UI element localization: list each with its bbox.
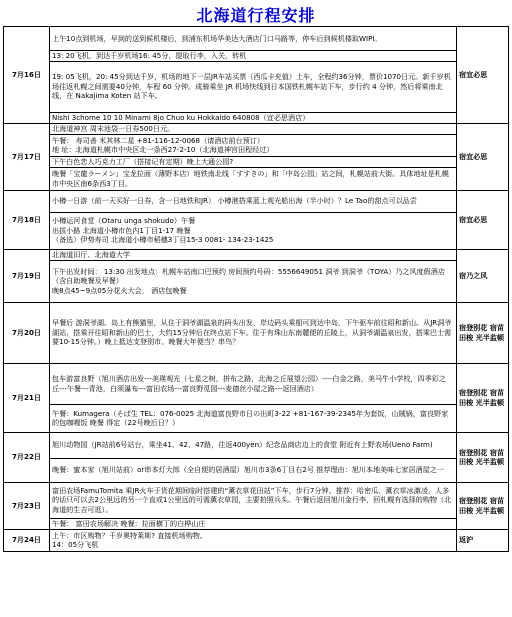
day-hotel: 宿登别花 宿苗田梭 光半监顿 [457, 482, 509, 529]
table-row [4, 518, 509, 529]
itinerary-segment [50, 260, 457, 302]
day-date: 7月19日 [4, 249, 50, 302]
day-hotel: 宿登别花 宿苗田梭 光半监顿 [457, 302, 509, 363]
segment-text: 早餐后 游洞爷湖。岛上有熊猫里，从住于洞爷湖温泉的码头出发，岸边码头乘船可到达中岛，下午驱车前往昭和新山。从JR洞爷湖站，搭乘开往昭和新山的巴士，大约15分钟后在终点站下车。住于有珠山东南麓便的丘陵上，从洞爷湖温泉出发，搭乘巴士需要10-15分钟。）晚上抵达支登别市。晚餐大年便当？串鸟？ [52, 318, 452, 347]
day-hotel: 宿宜必思 [457, 27, 509, 124]
itinerary-segment [50, 134, 457, 156]
table-row [4, 432, 509, 458]
itinerary-segment [50, 302, 457, 363]
itinerary-segment [50, 482, 457, 518]
segment-text: 午餐： 富田农场解决 晚餐：拉面横丁的白桦山庄 [52, 518, 206, 528]
table-row [4, 529, 509, 551]
page-title: 北海道行程安排 [196, 6, 316, 25]
itinerary-segment [50, 123, 457, 134]
segment-text: 晚餐「宝龍ラーメン」宝龙拉面（薄野本店）地铁南北线「すすきの」和「中岛公园」站之间，札幌站前大街。具体地址是札幌市中央区南6条西3丁目。 [52, 169, 449, 188]
segment-text: 19: 05飞机，20: 45分到达千岁，机场的地下一层JR车站买票（西瓜卡充值）上车，全程约36分钟，票价1070日元。新千岁机场往返札幌之间需要40分钟，车程 60 分钟。成骑乘坐 JR 机场快线到日本国铁札幌车站下车，步行约 4 分钟，然后将乘南北线，在 Nakajima Koten 站下车。 [52, 72, 451, 101]
itinerary-segment [50, 190, 457, 212]
table-row [4, 302, 509, 363]
day-hotel: 宿宜必思 [457, 190, 509, 249]
day-hotel: 返沪 [457, 529, 509, 551]
segment-text: 旭川动物园（JR站前6号站台，乘坐41、42、47路，往返400yen）纪念品商店边上的食堂 附近有上野农场(Ueno Farm) [52, 440, 433, 450]
itinerary-segment [50, 432, 457, 458]
segment-text: 下午白色恋人巧克力工厂（搭接记有定期）晚上大通公园? [52, 156, 234, 166]
table-row [4, 482, 509, 518]
day-date: 7月23日 [4, 482, 50, 529]
table-row [4, 260, 509, 302]
itinerary-segment [50, 404, 457, 432]
segment-text: 北海道神宫 周末池袋一日券500日元。 [52, 123, 175, 133]
table-row [4, 51, 509, 62]
segment-text: 下午出发时间： 13:30 出发地点：札幌车站南口巴预约 房间预约号码：5556649051 洞爷 到洞爷（TOYA）乃之风度假酒店（含自助晚餐及早餐） 晚8点45~9点05分花火大会， 酒店包晚餐 [52, 266, 445, 295]
segment-text: 晚餐：蜜本家（旭川站前）or串本灯大郎（全自便的居酒屋）旭川市3条6丁目右2号 推荐理由：旭川本地美味七家居酒屋之一 [52, 465, 444, 475]
itinerary-segment [50, 363, 457, 404]
day-hotel: 宿乃之风 [457, 249, 509, 302]
table-row [4, 112, 509, 123]
segment-text: 13: 20飞机，到达千岁机场16: 45分，提取行李，入关，转机 [52, 51, 247, 60]
segment-text: 午餐： 寿司善 米其林二星 +81-116-12-0068（请酒店前台预订） 地 址：北海道札幌市中央区北一条西27-2-10（北海道神宫田程经过） [52, 135, 274, 155]
itinerary-segment [50, 212, 457, 249]
day-date: 7月18日 [4, 190, 50, 249]
table-row [4, 61, 509, 112]
table-row [4, 123, 509, 134]
day-hotel: 宿宜必思 [457, 123, 509, 190]
itinerary-segment [50, 458, 457, 482]
segment-text: 小樽运河食堂（Otaru unga shokudo）午餐 出拔小路 北海道小樽市色内1丁目1-17 晚餐 （备选）伊势寿司 北海道小樽市稻穗3丁目15-3 0081- 134-23-1425 [52, 216, 274, 245]
segment-text: 午餐：Kumagera（そば生 TEL：076-0025 北海道富良野市日の出町3-22 +81-167-39-2345年为套饭，山賊锅，富良野家的包咖喱饭 晚餐 得定（22号晚后日？） [52, 408, 449, 428]
itinerary-segment [50, 249, 457, 260]
day-hotel: 宿登别花 宿苗田梭 光半监顿 [457, 363, 509, 432]
day-hotel: 宿登别花 宿苗田梭 光半监顿 [457, 432, 509, 482]
segment-text: 北海道旧厅、北海道大学 [52, 249, 131, 259]
table-row [4, 249, 509, 260]
table-row [4, 167, 509, 190]
table-row [4, 404, 509, 432]
segment-text: Nishi 3chome 10 10 Minami 8jo Chuo ku Hokkaido 640808（宜必思酒店） [52, 112, 310, 122]
table-row [4, 134, 509, 156]
day-date: 7月17日 [4, 123, 50, 190]
itinerary-segment [50, 27, 457, 51]
itinerary-segment [50, 518, 457, 529]
table-row [4, 156, 509, 167]
itinerary-segment [50, 529, 457, 551]
day-date: 7月21日 [4, 363, 50, 432]
day-date: 7月20日 [4, 302, 50, 363]
table-row [4, 27, 509, 51]
itinerary-table [3, 26, 509, 552]
day-date: 7月16日 [4, 27, 50, 124]
segment-text: 富田农场FamuTomita 乘JR火车于货花期间临时搭建的“薰衣草花田站”下车，步行7分钟。推荐：哈密瓜、薰衣草冰激凌，人多的话只可以去2公里远的另一个直或1公里远的可需薰衣草园，主要拍照兵头。午餐后返回旭川金行李，回札幌有选择的购物（北海道的生吉可逛）。 [52, 485, 452, 514]
day-date: 7月22日 [4, 432, 50, 482]
itinerary-segment [50, 156, 457, 167]
table-row [4, 458, 509, 482]
itinerary-segment [50, 61, 457, 112]
itinerary-segment [50, 167, 457, 190]
segment-text: 上午：市区购物？千岁奥特莱斯? 直接机场购物。 14：05分飞机 [52, 530, 207, 550]
table-row [4, 363, 509, 404]
table-row [4, 190, 509, 212]
segment-text: 上午10点到机场，早到的送到候机楼后，到浦东机场华美达大酒店门口马路等，停车后到候机楼取WIPI。 [52, 33, 382, 43]
segment-text: 小樽一日游（前一天买好一日券，含一日地铁和JR） 小樽港搭乘蓝上观光船出海（半小时）？Le Tao的甜点可以品尝 [52, 196, 417, 206]
table-row [4, 212, 509, 249]
day-date: 7月24日 [4, 529, 50, 551]
segment-text: 包车游富良野（旭川酒店出发---美瑛观光（七星之树，拼布之路，北海之丘展望公园）----白金之路，美马牛小学校，四季彩之丘---午餐---青池，白须瀑布---富田农场---富良野觅园---麦德丝小屋之路---返回酒店） [52, 374, 446, 393]
itinerary-segment [50, 112, 457, 123]
itinerary-segment [50, 51, 457, 62]
itinerary-body [4, 27, 509, 552]
